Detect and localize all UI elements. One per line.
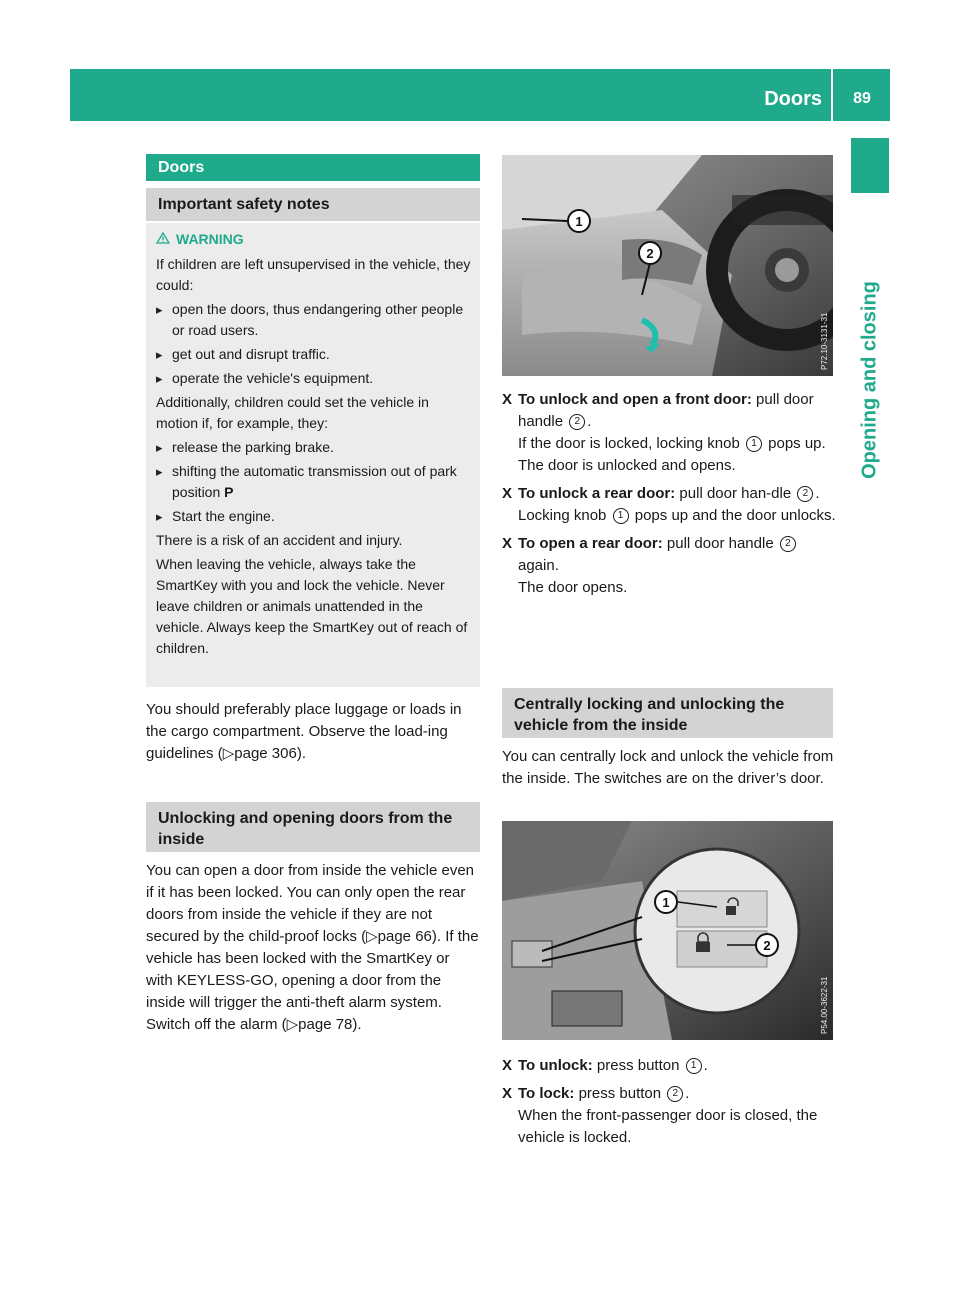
page-ref-link[interactable]: page 66). If the vehicle has been locked with the SmartKey or with KEYLESS-GO, opening a door from the inside will trigger the anti-theft alarm system. Switch off the alarm ( — [146, 928, 479, 1033]
callout-ref: 2 — [569, 414, 585, 430]
central-lock-heading: Centrally locking and unlocking the vehicle from the inside — [502, 688, 833, 738]
header-title: Doors — [764, 88, 822, 110]
section-title: Doors — [146, 154, 480, 181]
photo2-callout-2: 2 — [763, 938, 771, 953]
step-rear-open: X To open a rear door: pull door handle 2 again. The door opens. — [502, 533, 836, 599]
page-ref-icon: ▷ — [222, 745, 235, 762]
motion-risk-item: ▸ Start the engine. — [156, 506, 474, 527]
side-tab-label: Opening and closing — [858, 281, 881, 479]
door-handle-photo — [502, 155, 833, 376]
callout-ref: 1 — [686, 1058, 702, 1074]
step-rear-unlock: X To unlock a rear door: pull door han-dle 2 . Locking knob 1 pops up and the door unlocks. — [502, 485, 836, 524]
warning-label: WARNING — [176, 231, 244, 247]
unlock-paragraph: You can open a door from inside the vehicle even if it has been locked. You can only open the rear doors from inside the vehicle if they are not secured by the child-proof locks (▷page 66). If the vehicle has been locked with the SmartKey or with KEYLESS-GO, opening a door from the inside will trigger the anti-theft alarm system. Switch off the alarm (▷page 78). — [146, 862, 479, 1033]
callout-ref: 2 — [780, 536, 796, 552]
page-ref-link[interactable]: page 306). — [234, 745, 306, 762]
photo1-code: P72.10-3131-31 — [820, 312, 829, 370]
warning-advice: When leaving the vehicle, always take the SmartKey with you and lock the vehicle. Never leave children or animals unattended in the vehicle. Always keep the SmartKey out of reach of children. — [156, 556, 468, 656]
warning-intro: If children are left unsupervised in the vehicle, they could: — [156, 256, 471, 293]
side-tab-marker — [851, 138, 889, 193]
unlock-heading: Unlocking and opening doors from the inside — [146, 802, 480, 852]
photo1-callout-2: 2 — [646, 246, 654, 261]
photo1-callout-1: 1 — [575, 214, 583, 229]
central-lock-paragraph: You can centrally lock and unlock the vehicle from the inside. The switches are on the driver’s door. — [502, 748, 834, 787]
park-position-letter: P — [224, 484, 234, 500]
risk-item: ▸ operate the vehicle's equipment. — [156, 368, 474, 389]
warning-icon — [156, 229, 170, 250]
lock-steps — [502, 1055, 836, 1155]
step-lock: X To lock: press button 2 . When the front-passenger door is closed, the vehicle is locked. — [502, 1085, 818, 1146]
callout-ref: 2 — [667, 1086, 683, 1102]
warning-box — [146, 223, 480, 687]
warning-title — [156, 229, 474, 250]
motion-risk-item: ▸ shifting the automatic transmission out of park position P — [156, 461, 474, 503]
lock-switch-photo — [502, 821, 833, 1040]
page-ref-link[interactable]: page 78). — [298, 1016, 362, 1033]
callout-ref: 1 — [746, 436, 762, 452]
callout-ref: 1 — [613, 508, 629, 524]
step-front-door: X To unlock and open a front door: pull door handle 2 . If the door is locked, locking knob 1 pops up. The door is unlocked and opens. — [502, 391, 826, 474]
open-steps — [502, 389, 836, 605]
callout-ref: 2 — [797, 486, 813, 502]
page-ref-icon: ▷ — [286, 1016, 299, 1033]
header-divider — [831, 69, 833, 121]
risk-item: ▸ get out and disrupt traffic. — [156, 344, 474, 365]
motion-risk-item: ▸ release the parking brake. — [156, 437, 474, 458]
risk-item: ▸ open the doors, thus endangering other people or road users. — [156, 299, 474, 341]
step-unlock: X To unlock: press button 1 . — [502, 1057, 708, 1074]
safety-heading: Important safety notes — [146, 188, 480, 221]
luggage-paragraph: You should preferably place luggage or loads in the cargo compartment. Observe the load-ing guidelines (▷page 306). — [146, 701, 462, 762]
warning-risk: There is a risk of an accident and injury. — [156, 532, 403, 548]
page-number: 89 — [853, 90, 871, 107]
warning-additionally: Additionally, children could set the vehicle in motion if, for example, they: — [156, 394, 429, 431]
page-ref-icon: ▷ — [366, 928, 378, 945]
photo2-code: P54.00-3622-31 — [820, 976, 829, 1034]
photo2-callout-1: 1 — [662, 895, 670, 910]
